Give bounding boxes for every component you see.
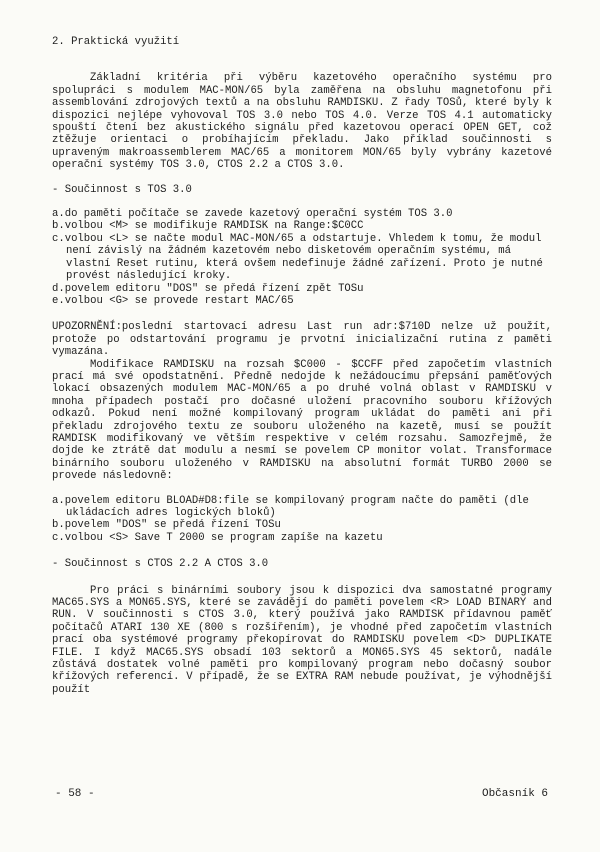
page-number: - 58 - (55, 788, 95, 800)
paragraph-warning: UPOZORNĚNÍ:poslední startovací adresu Last run adr:$710D nelze už použít, protože po odstartování programu je prvotní inicializační rutina z paměti vymazána. (52, 321, 552, 359)
list-item: d.povelem editoru "DOS" se předá řízení zpět TOSu (52, 282, 364, 295)
section-heading-ctos: - Součinnost s CTOS 2.2 A CTOS 3.0 (52, 558, 269, 571)
section-heading-tos30: - Součinnost s TOS 3.0 (52, 183, 192, 196)
publication-name: Občasník 6 (481, 788, 548, 800)
list-item: a.do paměti počítače se zavede kazetový operační systém TOS 3.0 (52, 208, 453, 221)
list-bload (52, 495, 552, 545)
list-item: b.povelem "DOS" se předá řízení TOSu (52, 519, 281, 532)
list-item: b.volbou <M> se modifikuje RAMDISK na Range:$C0CC (52, 220, 364, 233)
body-text (52, 36, 552, 696)
list-tos30 (52, 208, 552, 307)
list-item: c.volbou <S> Save T 2000 se program zapíše na kazetu (52, 531, 383, 544)
paragraph-ramdisk: Modifikace RAMDISKU na rozsah $C000 - $CCFF před započetím vlastních prací má své opodstatnění. Předně nedojde k nežádoucímu přepsání paměťových lokací obsazených modulem MAC-MON/65 a po druhé volná oblast v RAMDISKU v mnoha případech postačí pro dočasné uložení pracovního souboru křížových odkazů. Pokud není možné kompilovaný program ukládat do paměti ani při překladu zdrojového textu ze souboru uloženého na kazetě, musí se použít RAMDISK modifikovaný ve větším respektive v celém rozsahu. Samozřejmě, že dojde ke ztrátě dat modulu a nesmí se povelem CP monitor volat. Transformace binárního souboru uloženého v RAMDISKU na absolutní formát TURBO 2000 se provede následovně: (52, 358, 552, 483)
list-item: e.volbou <G> se provede restart MAC/65 (52, 294, 294, 307)
list-item: a.povelem editoru BLOAD#D8:file se kompilovaný program načte do paměti (dle ukládacích adres logických bloků) (52, 494, 529, 519)
paragraph-ctos: Pro práci s binárními soubory jsou k dispozici dva samostatné programy MAC65.SYS a MON65.SYS, které se zavádějí do paměti povelem <R> LOAD BINARY and RUN. V součinnosti s CTOS 3.0, který používá jako RAMDISK přídavnou paměť počítačů ATARI 130 XE (800 s rozšířením), je vhodné před započetím vlastních prací oba systémové programy překopírovat do RAMDISKU povelem <D> DUPLIKATE FILE. I když MAC65.SYS obsadí 103 sektorů a MON65.SYS 45 sektorů, nadále zůstává dostatek volné paměti pro kompilovaný program nebo dočasný soubor křížových referencí. V případě, že se EXTRA RAM nebude používat, je výhodnější použít (52, 584, 552, 696)
paragraph-intro: Základní kritéria při výběru kazetového operačního systému pro spolupráci s modulem MAC-MON/65 byla zaměřena na obsluhu magnetofonu při assemblování zdrojových textů a na obsluhu RAMDISKU. Z řady TOSů, které byly k dispozici nejlépe vyhovoval TOS 3.0 nebo TOS 4.0. Verze TOS 4.1 automaticky spouští čtení bez akustického signálu před kazetovou operací OPEN GET, což ztěžuje orientaci o probíhajícím překladu. Jako příklad součinnosti s upraveným makroassemblerem MAC/65 a monitorem MON/65 byly vybrány kazetové operační systémy TOS 3.0, CTOS 2.2 a CTOS 3.0. (52, 72, 552, 172)
section-heading-practical: 2. Praktická využití (52, 36, 180, 48)
list-item: c.volbou <L> se načte modul MAC-MON/65 a odstartuje. Vhledem k tomu, že modul není závislý na žádném kazetovém nebo disketovém operačním systému, má vlastní Reset rutinu, která ovšem nedefinuje žádné zařízení. Proto je nutné provést následující kroky. (52, 232, 543, 283)
